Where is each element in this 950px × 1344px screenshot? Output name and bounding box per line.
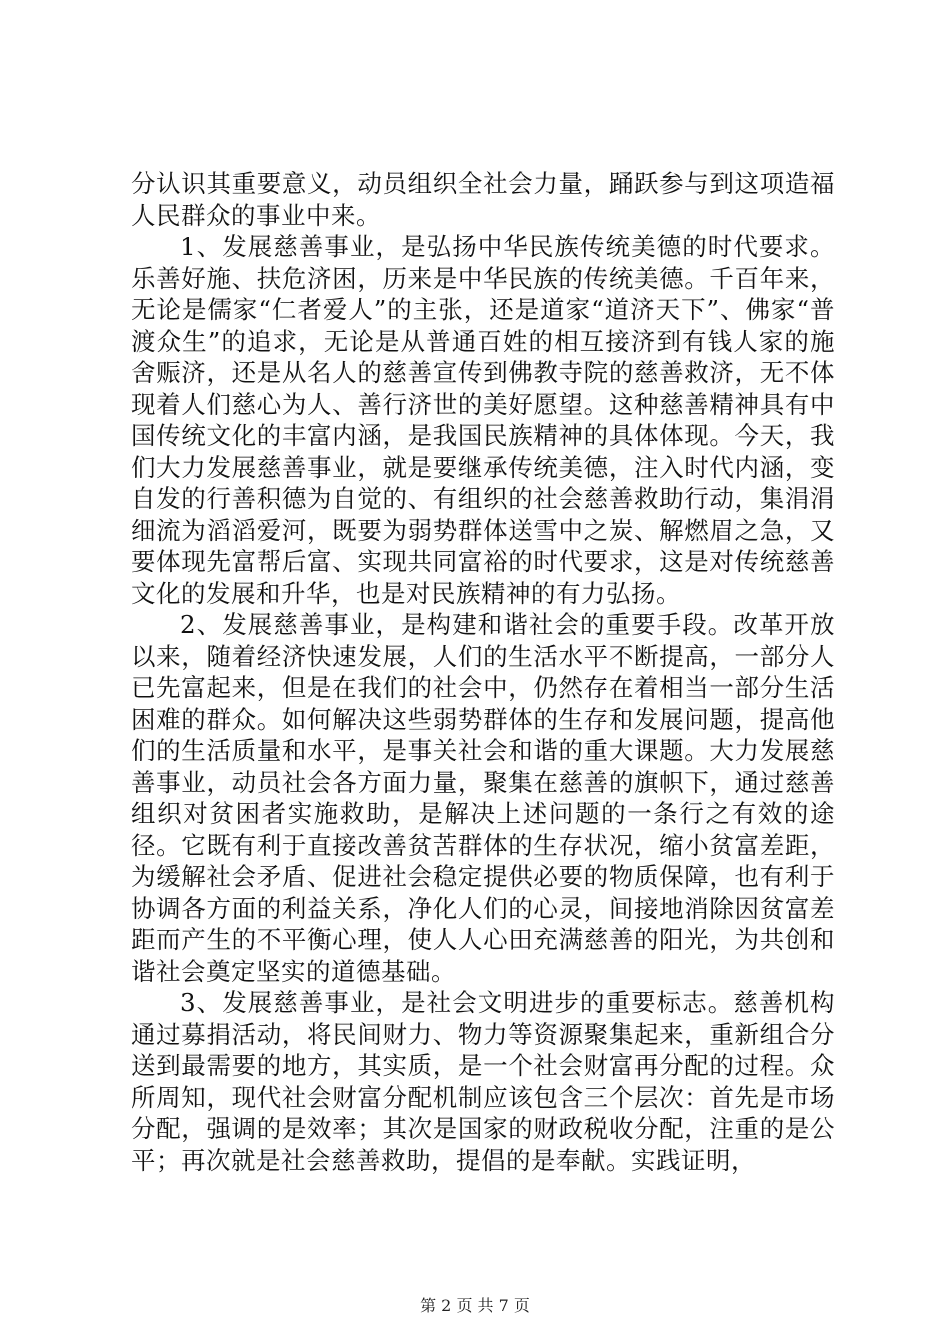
paragraph-continuation: 分认识其重要意义，动员组织全社会力量，踊跃参与到这项造福人民群众的事业中来。 bbox=[131, 169, 835, 230]
document-body bbox=[131, 168, 835, 1176]
paragraph-tradition: 1、发展慈善事业，是弘扬中华民族传统美德的时代要求。乐善好施、扶危济困，历来是中华民族的传统美德。千百年来，无论是儒家“仁者爱人”的主张，还是道家“道济天下”、佛家“普渡众生”的追求，无论是从普通百姓的相互接济到有钱人家的施舍赈济，还是从名人的慈善宣传到佛教寺院的慈善救济，无不体现着人们慈心为人、善行济世的美好愿望。这种慈善精神具有中国传统文化的丰富内涵，是我国民族精神的具体体现。今天，我们大力发展慈善事业，就是要继承传统美德，注入时代内涵，变自发的行善积德为自觉的、有组织的社会慈善救助行动，集涓涓细流为滔滔爱河，既要为弱势群体送雪中之炭、解燃眉之急，又要体现先富帮后富、实现共同富裕的时代要求，这是对传统慈善文化的发展和升华，也是对民族精神的有力弘扬。 bbox=[131, 232, 835, 608]
page-number-footer: 第 2 页 共 7 页 bbox=[420, 1296, 530, 1315]
paragraph-harmony: 2、发展慈善事业，是构建和谐社会的重要手段。改革开放以来，随着经济快速发展，人们的生活水平不断提高，一部分人已先富起来，但是在我们的社会中，仍然存在着相当一部分生活困难的群众。如何解决这些弱势群体的生存和发展问题，提高他们的生活质量和水平，是事关社会和谐的重大课题。大力发展慈善事业，动员社会各方面力量，聚集在慈善的旗帜下，通过慈善组织对贫困者实施救助，是解决上述问题的一条行之有效的途径。它既有利于直接改善贫苦群体的生存状况，缩小贫富差距，为缓解社会矛盾、促进社会稳定提供必要的物质保障，也有利于协调各方面的利益关系，净化人们的心灵，间接地消除因贫富差距而产生的不平衡心理，使人人心田充满慈善的阳光，为共创和谐社会奠定坚实的道德基础。 bbox=[131, 610, 835, 986]
paragraph-civilization: 3、发展慈善事业，是社会文明进步的重要标志。慈善机构通过募捐活动，将民间财力、物力等资源聚集起来，重新组合分送到最需要的地方，其实质，是一个社会财富再分配的过程。众所周知，现代社会财富分配机制应该包含三个层次：首先是市场分配，强调的是效率；其次是国家的财政税收分配，注重的是公平；再次就是社会慈善救助，提倡的是奉献。实践证明， bbox=[131, 988, 835, 1175]
